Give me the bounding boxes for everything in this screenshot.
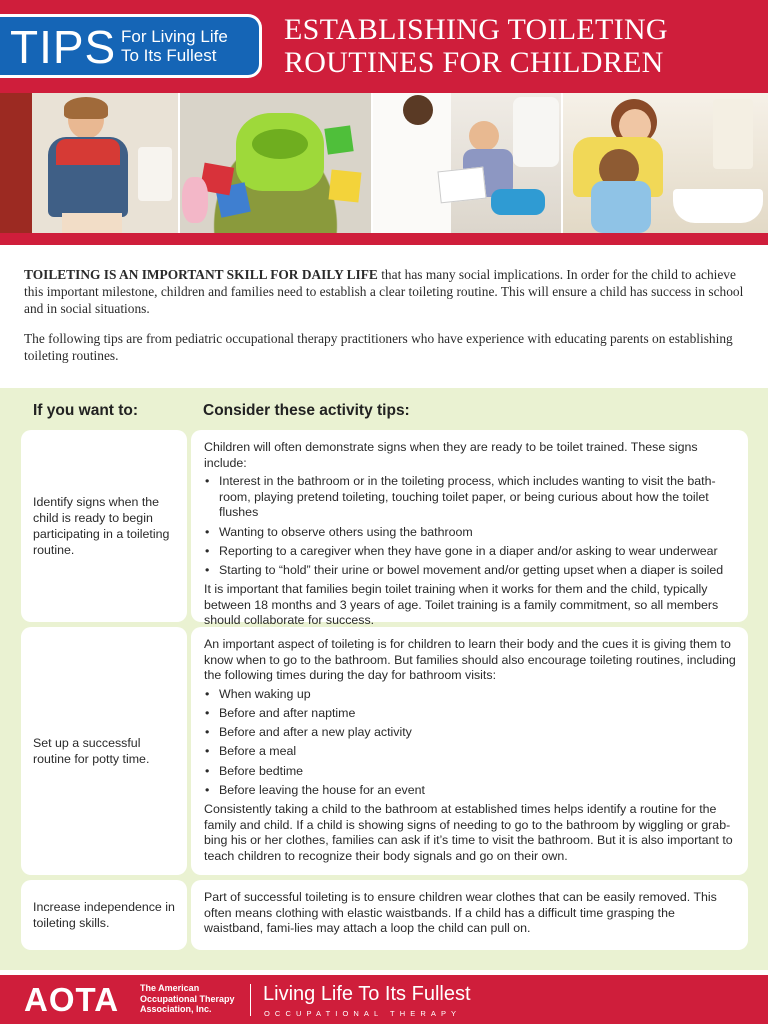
tips-tagline-line1: For Living Life — [121, 27, 228, 46]
tips-list — [204, 474, 736, 578]
column-header-want: If you want to: — [33, 402, 139, 419]
aota-logo: AOTA — [24, 981, 120, 1018]
table-row-2-tips-cell — [191, 627, 748, 875]
want-text: Set up a successful routine for potty time. — [33, 736, 150, 766]
tips-text — [204, 440, 736, 629]
list-item: • Before bedtime — [204, 764, 736, 780]
intro-paragraph-1 — [24, 266, 750, 317]
tips-badge — [0, 14, 262, 78]
list-item: • Before and after a new play activity — [204, 725, 736, 741]
intro-lead: TOILETING IS AN IMPORTANT SKILL FOR DAILY LIFE — [24, 267, 378, 282]
tips-tagline — [121, 27, 228, 65]
page-title-line2: ROUTINES FOR CHILDREN — [284, 46, 664, 79]
tips-text — [204, 637, 736, 864]
tips-text — [204, 890, 736, 937]
footer-banner — [0, 975, 768, 1024]
tips-intro: An important aspect of toileting is for children to learn their body and the cues it is giving them to know when to go to the bathroom. But families should also encourage toileting routines, including the following times during the day for bathroom visits: — [204, 637, 736, 683]
tips-list — [204, 687, 736, 799]
org-name-line3: Association, Inc. — [140, 1004, 212, 1014]
intro-section — [24, 266, 750, 377]
page-title-line1: ESTABLISHING TOILETING — [284, 13, 668, 46]
tips-outro: It is important that families begin toilet training when it works for them and the child, typically between 18 months and 3 years of age. Toilet training is a family commitment, so all members should collaborate for success. — [204, 582, 719, 628]
footer-slogan: Living Life To Its Fullest — [263, 983, 471, 1005]
intro-lead-rest: that has many social implications. In order for the child to achieve this important milestone, children and families need to establish a clear toileting routine. This will ensure a child has success in school and in social situations. — [24, 267, 744, 316]
list-item: • Before and after naptime — [204, 706, 736, 722]
org-name-line2: Occupational Therapy — [140, 993, 235, 1004]
header-banner — [0, 0, 768, 93]
list-item: • Starting to “hold” their urine or bowel movement and/or getting upset when a diaper is soiled — [204, 563, 736, 579]
tips-outro: Consistently taking a child to the bathroom at established times helps identify a routine for the family and child. If a child is showing signs of needing to go to the bathroom by wiggling or grab-bing his or her clothes, families can ask if it’s time to visit the bathroom. But it is also important to teach children to recognize their body signals and go on their own. — [204, 801, 733, 863]
photo-strip — [0, 93, 768, 233]
photo-parent-reading-to-child — [373, 93, 563, 233]
photo-girl-standing — [0, 93, 180, 233]
page-title — [284, 13, 764, 79]
intro-paragraph-2: The following tips are from pediatric occupational therapy practitioners who have experience with educating parents on establishing toileting routines. — [24, 331, 733, 363]
list-item: • When waking up — [204, 687, 736, 703]
tips-intro: Children will often demonstrate signs when they are ready to be toilet trained. These signs include: — [204, 440, 698, 470]
photo-mother-child-washing-hands — [563, 93, 768, 233]
tips-word: TIPS — [10, 21, 117, 73]
table-row-1-tips-cell — [191, 430, 748, 628]
org-name — [140, 983, 235, 1015]
list-item: • Reporting to a caregiver when they have gone in a diaper and/or asking to wear underwear — [204, 544, 736, 560]
want-text: Increase independence in toileting skills. — [33, 900, 175, 930]
tips-tagline-line2: To Its Fullest — [121, 46, 217, 65]
want-text: Identify signs when the child is ready to begin participating in a toileting routine. — [33, 495, 170, 557]
list-item: • Before a meal — [204, 744, 736, 760]
tips-intro: Part of successful toileting is to ensure children wear clothes that can be easily removed. This often means clothing with elastic waistbands. If a child has a difficult time grasping the waistband, fami-lies may attach a loop the child can pull on. — [204, 890, 717, 936]
table-row-3-tips-cell — [191, 880, 748, 950]
table-row-3-want-cell — [21, 880, 187, 950]
list-item: • Wanting to observe others using the bathroom — [204, 525, 736, 541]
footer-slogan-sub: OCCUPATIONAL THERAPY — [264, 1009, 462, 1018]
footer-divider — [250, 984, 251, 1016]
table-row-1-want-cell — [21, 430, 187, 622]
table-row-2-want-cell — [21, 627, 187, 875]
list-item: • Before leaving the house for an event — [204, 783, 736, 799]
photo-potty-and-blocks — [180, 93, 373, 233]
header-bottom-bar — [0, 233, 768, 245]
column-header-tips: Consider these activity tips: — [203, 402, 410, 419]
list-item: • Interest in the bathroom or in the toileting process, which includes wanting to visit the bath-room, playing pretend toileting, touching toilet paper, or being curious about how the toilet flushes — [204, 474, 736, 521]
org-name-line1: The American — [140, 983, 200, 993]
